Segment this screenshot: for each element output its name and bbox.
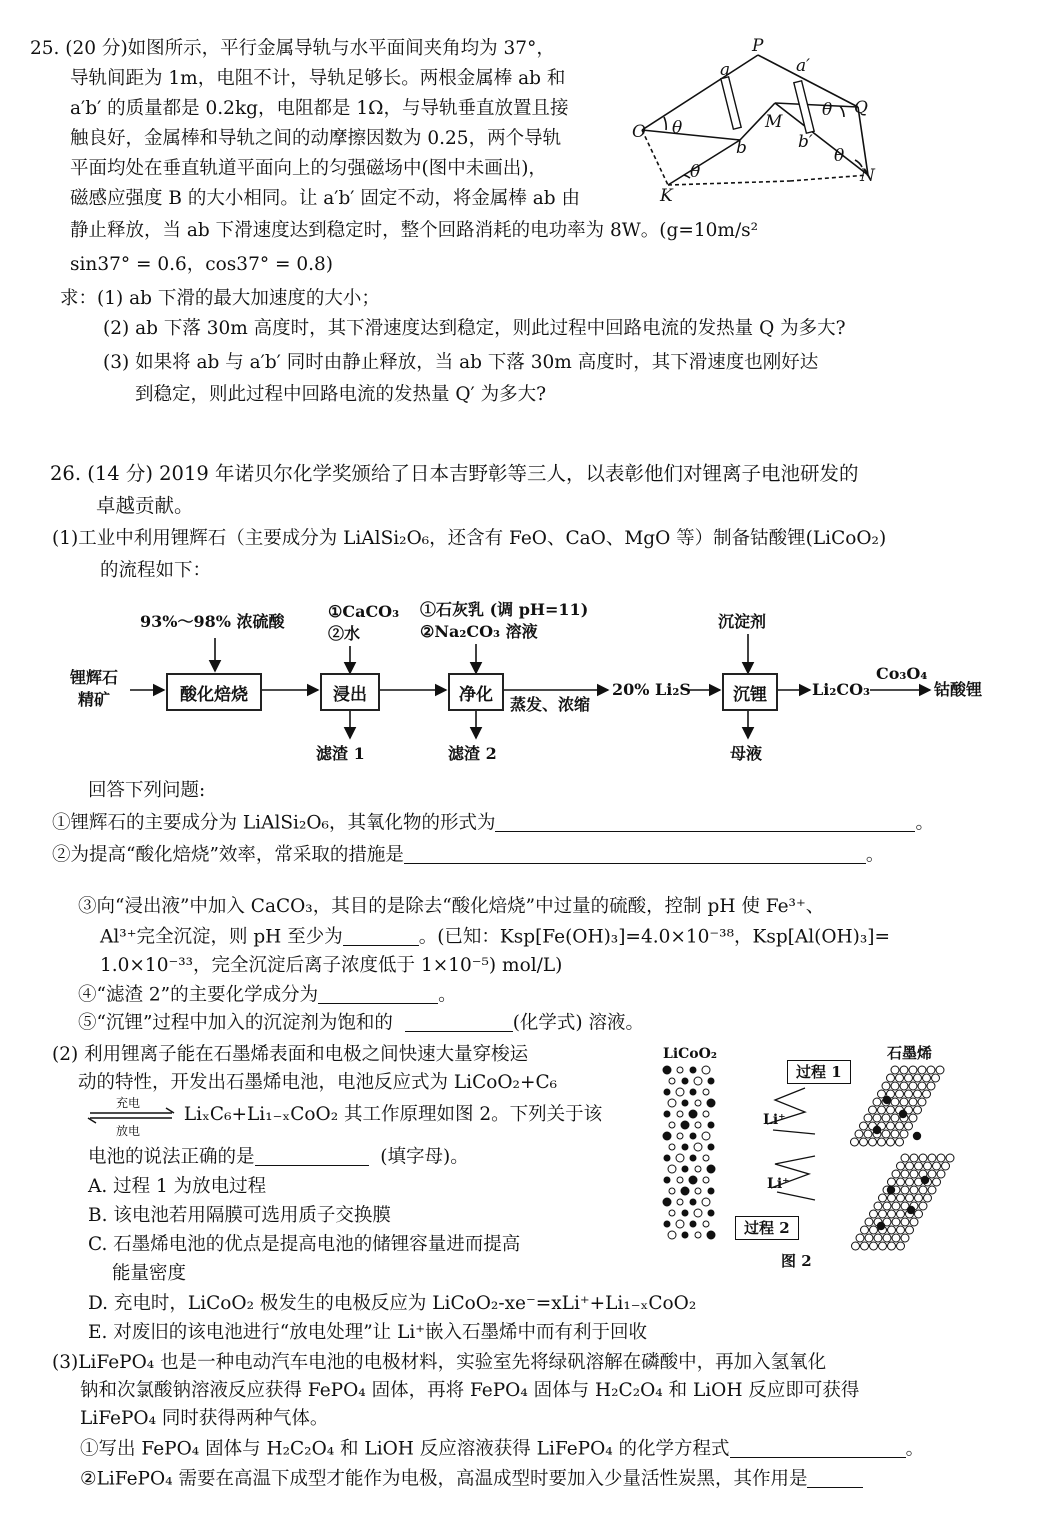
option-c: C. 石墨烯电池的优点是提高电池的储锂容量进而提高 [88,1234,521,1255]
lattice-atom [690,1199,696,1205]
item-3-text: 。(已知：Ksp[Fe(OH)₃]=4.0×10⁻³⁸，Ksp[Al(OH)₃]= [418,926,891,948]
lattice-atom [851,1138,859,1146]
label-q: Q [854,98,868,118]
box-acid-roasting: 酸化焙烧 [166,673,262,711]
option-a: A. 过程 1 为放电过程 [88,1176,267,1197]
lattice-atom [887,1186,895,1194]
co3o4-label: Co₃O₄ [876,664,928,683]
item-2-text: ②为提高“酸化焙烧”效率，常采取的措施是 [52,844,404,866]
lattice-atom [923,1090,931,1098]
lattice-atom [905,1122,913,1130]
lattice-atom [703,1089,709,1095]
lattice-atom [888,1226,896,1234]
lattice-atom [933,1162,941,1170]
lattice-atom [946,1154,954,1162]
lattice-atom [702,1198,710,1206]
lattice-atom [669,1122,675,1128]
q25-line: 平面均处在垂直轨道平面向上的匀强磁场中(图中未画出)， [70,158,547,179]
lattice-atom [669,1078,675,1084]
q25-question: (2) ab 下落 30m 高度时，其下滑速度达到稳定，则此过程中回路电流的发热量 Q 为多大? [103,318,846,339]
lattice-atom [878,1106,886,1114]
lattice-atom [909,1082,917,1090]
lattice-atom [927,1082,935,1090]
graphene-label: 石墨烯 [887,1044,933,1062]
q25-line: 触良好，金属棒和导轨之间的动摩擦因数为 0.25，两个导轨 [70,128,562,149]
lattice-atom [897,1178,905,1186]
lattice-atom [681,1187,689,1195]
label-b: b [736,138,747,158]
lattice-atom [695,1122,701,1128]
label-theta: θ [690,162,701,182]
lattice-atom [914,1106,922,1114]
lattice-atom [936,1066,944,1074]
lattice-atom [919,1186,927,1194]
lattice-atom [668,1099,676,1107]
q25-question: (3) 如果将 ab 与 a′b′ 同时由静止释放，当 ab 下落 30m 高度时，其下滑速度也刚好达 [103,352,819,373]
lattice-atom [913,1132,921,1140]
label-a: a [720,60,731,80]
lattice-atom [873,1114,881,1122]
lattice-atom [690,1089,696,1095]
lattice-atom [689,1176,697,1184]
lattice-atom [900,1098,908,1106]
label-p: P [752,36,764,56]
lattice-atom [879,1210,887,1218]
lattice-atom [877,1222,885,1230]
residue-1: 滤渣 1 [316,744,365,763]
lattice-atom [861,1242,869,1250]
period: 。 [915,812,934,834]
box-leaching: 浸出 [320,673,380,711]
lattice-atom [883,1234,891,1242]
lattice-atom [933,1178,941,1186]
lattice-atom [918,1066,926,1074]
lattice-atom [663,1066,671,1074]
lattice-atom [910,1170,918,1178]
charge-label: 充电 [116,1096,141,1110]
lattice-atom [860,1138,868,1146]
q26-title: 26. (14 分) 2019 年诺贝尔化学奖颁给了日本吉野彰等三人，以表彰他们对锂离子电池研发的 [50,462,859,485]
q25-line: 25. (20 分)如图所示，平行金属导轨与水平面间夹角均为 37°， [30,38,555,59]
lattice-atom [915,1194,923,1202]
p2-line: 电池的说法正确的是 [88,1146,255,1168]
item-1 [52,812,934,835]
box-purification: 净化 [448,673,504,711]
option-d: D. 充电时，LiCoO₂ 极发生的电极反应为 LiCoO₂-xe⁻=xLi⁺+Li₁₋ₓCoO₂ [88,1293,697,1314]
lattice-atom [883,1096,891,1104]
lattice-atom [676,1088,684,1096]
lattice-atom [682,1078,688,1084]
lattice-atom [888,1178,896,1186]
figure-caption: 图 2 [781,1252,812,1270]
lattice-atom [664,1089,670,1095]
lattice-atom [888,1242,896,1250]
lattice-atom [682,1210,688,1216]
q25-line: sin37° = 0.6，cos37° = 0.8) [70,254,333,275]
lattice-atom [668,1165,676,1173]
lattice-atom [918,1082,926,1090]
lattice-atom [708,1122,714,1128]
lattice-atom [708,1210,714,1216]
lattice-atom [703,1155,709,1161]
lattice-atom [874,1234,882,1242]
label-b-prime: b′ [798,132,813,152]
lattice-atom [690,1155,696,1161]
lattice-atom [900,1082,908,1090]
lattice-atom [669,1210,675,1216]
lattice-atom [901,1234,909,1242]
lattice-atom [682,1144,688,1150]
lattice-atom [702,1132,710,1140]
item-4-text: ④“滤渣 2”的主要化学成分为 [78,984,319,1006]
li-ion-label: Li⁺ [767,1176,790,1192]
lattice-atom [677,1199,683,1205]
lattice-atom [891,1066,899,1074]
option-b: B. 该电池若用隔膜可选用质子交换膜 [88,1205,391,1226]
lattice-atom [695,1100,701,1106]
lattice-atom [663,1132,671,1140]
lattice-atom [928,1186,936,1194]
label-m: M [765,112,783,132]
lattice-atom [855,1130,863,1138]
lattice-atom [669,1188,675,1194]
lattice-atom [892,1218,900,1226]
lattice-atom [669,1144,675,1150]
lattice-atom [899,1110,907,1118]
lattice-atom [865,1218,873,1226]
discharge-label: 放电 [116,1124,141,1138]
answer-intro: 回答下列问题: [88,780,206,801]
lattice-atom [708,1188,714,1194]
lattice-atom [864,1130,872,1138]
lattice-atom [707,1231,715,1239]
lattice-atom [677,1177,683,1183]
lattice-atom [891,1130,899,1138]
label-theta: θ [834,146,845,166]
lattice-atom [882,1114,890,1122]
lattice-atom [923,1074,931,1082]
answer-blank[interactable] [404,844,866,864]
lattice-atom [910,1186,918,1194]
li2s-label: 20% Li₂S [612,680,691,699]
lattice-atom [888,1194,896,1202]
label-n: N [860,166,875,186]
p2-line: (2) 利用锂离子能在石墨烯表面和电极之间快速大量穿梭运 [52,1044,529,1065]
p2-line: LiₓC₆+Li₁₋ₓCoO₂ 其工作原理如图 2。下列关于该 [183,1104,603,1125]
lattice-atom [690,1133,696,1139]
lattice-atom [870,1210,878,1218]
lattice-atom [668,1231,676,1239]
lattice-atom [664,1221,670,1227]
p3-line: ②LiFePO₄ 需要在高温下成型才能作为电极，高温成型时要加入少量活性炭黑，其作用是 [80,1468,808,1490]
lattice-atom [892,1234,900,1242]
mother-liquor: 母液 [730,744,763,763]
p3-line: LiFePO₄ 同时获得两种气体。 [80,1408,329,1429]
lattice-atom [873,1126,881,1134]
item-3-text: Al³⁺完全沉淀，则 pH 至少为 [100,926,343,948]
lattice-atom [927,1066,935,1074]
lattice-atom [891,1098,899,1106]
lattice-atom [703,1177,709,1183]
q25-line: 磁感应强度 B 的大小相同。让 a′b′ 固定不动，将金属棒 ab 由 [70,188,581,209]
lattice-atom [892,1170,900,1178]
lattice-atom [695,1166,701,1172]
lattice-atom [681,1121,689,1129]
label-o: O [632,122,646,142]
item-5-text: (化学式) 溶液。 [512,1012,645,1034]
p2-line: (填字母)。 [380,1146,469,1168]
process-1-label: 过程 1 [787,1060,851,1084]
lattice-atom [897,1162,905,1170]
p2-question [88,1146,469,1169]
raw-material-label: 锂辉石 [70,668,119,687]
lattice-atom [924,1194,932,1202]
lattice-atom [870,1242,878,1250]
lattice-atom [865,1234,873,1242]
lattice-atom [663,1198,671,1206]
lattice-atom [942,1162,950,1170]
lattice-atom [900,1130,908,1138]
lattice-atom [887,1106,895,1114]
q25-line: 静止释放，当 ab 下滑速度达到稳定时，整个回路消耗的电功率为 8W。(g=10m/s² [70,220,759,241]
reagent-purify: ①石灰乳 (调 pH=11) [420,600,589,619]
lattice-atom [914,1090,922,1098]
lattice-atom [676,1220,684,1228]
lattice-atom [852,1242,860,1250]
lattice-atom [887,1122,895,1130]
lattice-atom [901,1170,909,1178]
reagent-leach: ①CaCO₃ [328,602,400,621]
lattice-atom [906,1226,914,1234]
lattice-atom [901,1218,909,1226]
lattice-atom [689,1110,697,1118]
lattice-atom [905,1090,913,1098]
lattice-atom [870,1226,878,1234]
lattice-atom [676,1154,684,1162]
p2-reaction [86,1096,603,1138]
answer-blank[interactable] [730,1438,906,1458]
battery-figure-2 [655,1040,955,1278]
p3-line: 钠和次氯酸钠溶液反应获得 FePO₄ 固体，再将 FePO₄ 固体与 H₂C₂O₄ 和 LiOH 反应即可获得 [80,1380,860,1401]
item-4 [78,984,457,1007]
answer-blank[interactable] [495,812,915,832]
q26-p1: (1)工业中利用锂辉石（主要成分为 LiAlSi₂O₆，还含有 FeO、CaO、MgO 等）制备钴酸锂(LiCoO₂) [52,528,887,549]
lattice-atom [664,1177,670,1183]
li2co3-label: Li₂CO₃ [812,680,871,699]
lattice-atom [708,1078,714,1084]
item-5-text: ⑤“沉锂”过程中加入的沉淀剂为饱和的 [78,1012,393,1034]
label-k: K [660,186,673,206]
lattice-atom [918,1098,926,1106]
product-licoo2: 钴酸锂 [934,680,983,699]
lattice-atom [906,1194,914,1202]
evaporation-label: 蒸发、浓缩 [510,695,591,714]
option-e: E. 对废旧的该电池进行“放电处理”让 Li⁺嵌入石墨烯中而有利于回收 [88,1322,648,1343]
lattice-atom [664,1155,670,1161]
licoo2-label: LiCoO₂ [663,1046,717,1062]
lattice-atom [878,1138,886,1146]
lattice-atom [937,1154,945,1162]
lattice-atom [909,1066,917,1074]
lattice-atom [873,1098,881,1106]
lattice-atom [664,1111,670,1117]
lattice-atom [703,1221,709,1227]
lattice-atom [921,1176,929,1184]
lattice-atom [874,1202,882,1210]
battery-structure-drawing [655,1040,955,1278]
answer-blank[interactable] [318,984,438,1004]
q25-question: 求：(1) ab 下滑的最大加速度的大小； [60,288,380,309]
answer-blank[interactable] [343,926,419,946]
lattice-atom [909,1114,917,1122]
period: 。 [905,1438,925,1460]
lattice-atom [860,1122,868,1130]
reagent-leach: ②水 [328,624,361,643]
lattice-atom [694,1077,702,1085]
period: 。 [438,984,457,1006]
item-5 [78,1012,644,1035]
answer-blank[interactable] [807,1468,863,1488]
option-c-cont: 能量密度 [112,1263,187,1284]
reagent-purify: ②Na₂CO₃ 溶液 [420,622,538,641]
p2-line: 动的特性，开发出石墨烯电池，电池反应式为 LiCoO₂+C₆ [78,1072,558,1093]
lattice-atom [915,1210,923,1218]
process-2-label: 过程 2 [735,1216,799,1240]
label-theta: θ [822,100,833,120]
lattice-atom [905,1074,913,1082]
lattice-atom [937,1170,945,1178]
lattice-atom [891,1082,899,1090]
lattice-atom [891,1114,899,1122]
lattice-atom [690,1067,696,1073]
lattice-atom [695,1188,701,1194]
raw-material-label: 精矿 [78,690,111,709]
lattice-atom [897,1210,905,1218]
item-3-cont [100,926,890,949]
item-2 [52,844,884,867]
lattice-atom [900,1066,908,1074]
lattice-atom [677,1133,683,1139]
lattice-atom [682,1100,688,1106]
q26-title: 卓越贡献。 [96,494,194,517]
lattice-atom [694,1143,702,1151]
lattice-atom [702,1066,710,1074]
lattice-atom [856,1234,864,1242]
reversible-arrow [86,1096,178,1138]
p3-line: (3)LiFePO₄ 也是一种电动汽车电池的电极材料，实验室先将绿矾溶解在磷酸中，再加入氢氧化 [52,1352,827,1373]
lattice-atom [909,1098,917,1106]
item-3: ③向“浸出液”中加入 CaCO₃，其目的是除去“酸化焙烧”中过量的硫酸，控制 pH 使 Fe³⁺、 [78,896,825,917]
q25-line: 导轨间距为 1m，电阻不计，导轨足够长。两根金属棒 ab 和 [70,68,566,89]
lattice-atom [703,1111,709,1117]
label-theta: θ [672,118,683,138]
q26-p1: 的流程如下： [100,560,212,581]
answer-blank[interactable] [255,1146,369,1166]
lattice-atom [919,1202,927,1210]
lattice-atom [897,1242,905,1250]
lattice-atom [901,1154,909,1162]
lattice-atom [869,1138,877,1146]
lattice-atom [897,1194,905,1202]
lattice-atom [879,1194,887,1202]
period: 。 [865,844,885,866]
lattice-atom [915,1162,923,1170]
lattice-atom [928,1154,936,1162]
box-lithium-precipitation: 沉锂 [722,673,778,711]
lattice-atom [707,1099,715,1107]
q25-line: a′b′ 的质量都是 0.2kg，电阻都是 1Ω，与导轨垂直放置且接 [70,98,569,119]
lattice-atom [896,1138,904,1146]
lattice-atom [896,1122,904,1130]
label-a-prime: a′ [796,56,810,76]
lattice-atom [882,1130,890,1138]
lattice-atom [910,1218,918,1226]
item-1-text: ①锂辉石的主要成分为 LiAlSi₂O₆，其氧化物的形式为 [52,812,496,834]
lattice-atom [896,1090,904,1098]
lattice-atom [919,1154,927,1162]
lattice-atom [869,1106,877,1114]
lattice-atom [932,1074,940,1082]
p3-line: ①写出 FePO₄ 固体与 H₂C₂O₄ 和 LiOH 反应溶液获得 LiFePO₄ 的化学方程式 [80,1438,730,1460]
lattice-atom [924,1162,932,1170]
lattice-atom [901,1186,909,1194]
lattice-atom [694,1209,702,1217]
item-3-cont: 1.0×10⁻³³，完全沉淀后离子浓度低于 1×10⁻⁵) mol/L) [100,955,563,976]
precipitant-label: 沉淀剂 [718,612,767,631]
li-ion-label: Li⁺ [763,1112,786,1128]
lattice-atom [914,1074,922,1082]
lattice-atom [907,1206,915,1214]
lattice-atom [888,1210,896,1218]
lattice-atom [682,1232,688,1238]
lattice-atom [690,1221,696,1227]
lattice-atom [677,1111,683,1117]
lattice-atom [864,1114,872,1122]
lattice-atom [682,1166,688,1172]
residue-2: 滤渣 2 [448,744,497,763]
answer-blank[interactable] [405,1012,513,1032]
lattice-atom [897,1226,905,1234]
p3-item-1 [80,1438,924,1461]
lattice-atom [707,1165,715,1173]
p3-item-2 [80,1468,863,1491]
lattice-atom [879,1242,887,1250]
lattice-atom [892,1202,900,1210]
reagent-sulfuric-acid: 93%～98% 浓硫酸 [140,612,285,631]
q25-question: 到稳定，则此过程中回路电流的发热量 Q′ 为多大? [135,384,547,405]
lattice-atom [861,1226,869,1234]
lattice-atom [906,1178,914,1186]
lattice-atom [883,1202,891,1210]
lattice-atom [896,1074,904,1082]
lattice-atom [708,1144,714,1150]
lattice-atom [887,1138,895,1146]
lattice-atom [882,1082,890,1090]
lattice-atom [906,1162,914,1170]
lattice-atom [910,1154,918,1162]
lattice-atom [928,1170,936,1178]
lattice-atom [677,1067,683,1073]
lattice-atom [887,1074,895,1082]
lattice-atom [695,1232,701,1238]
